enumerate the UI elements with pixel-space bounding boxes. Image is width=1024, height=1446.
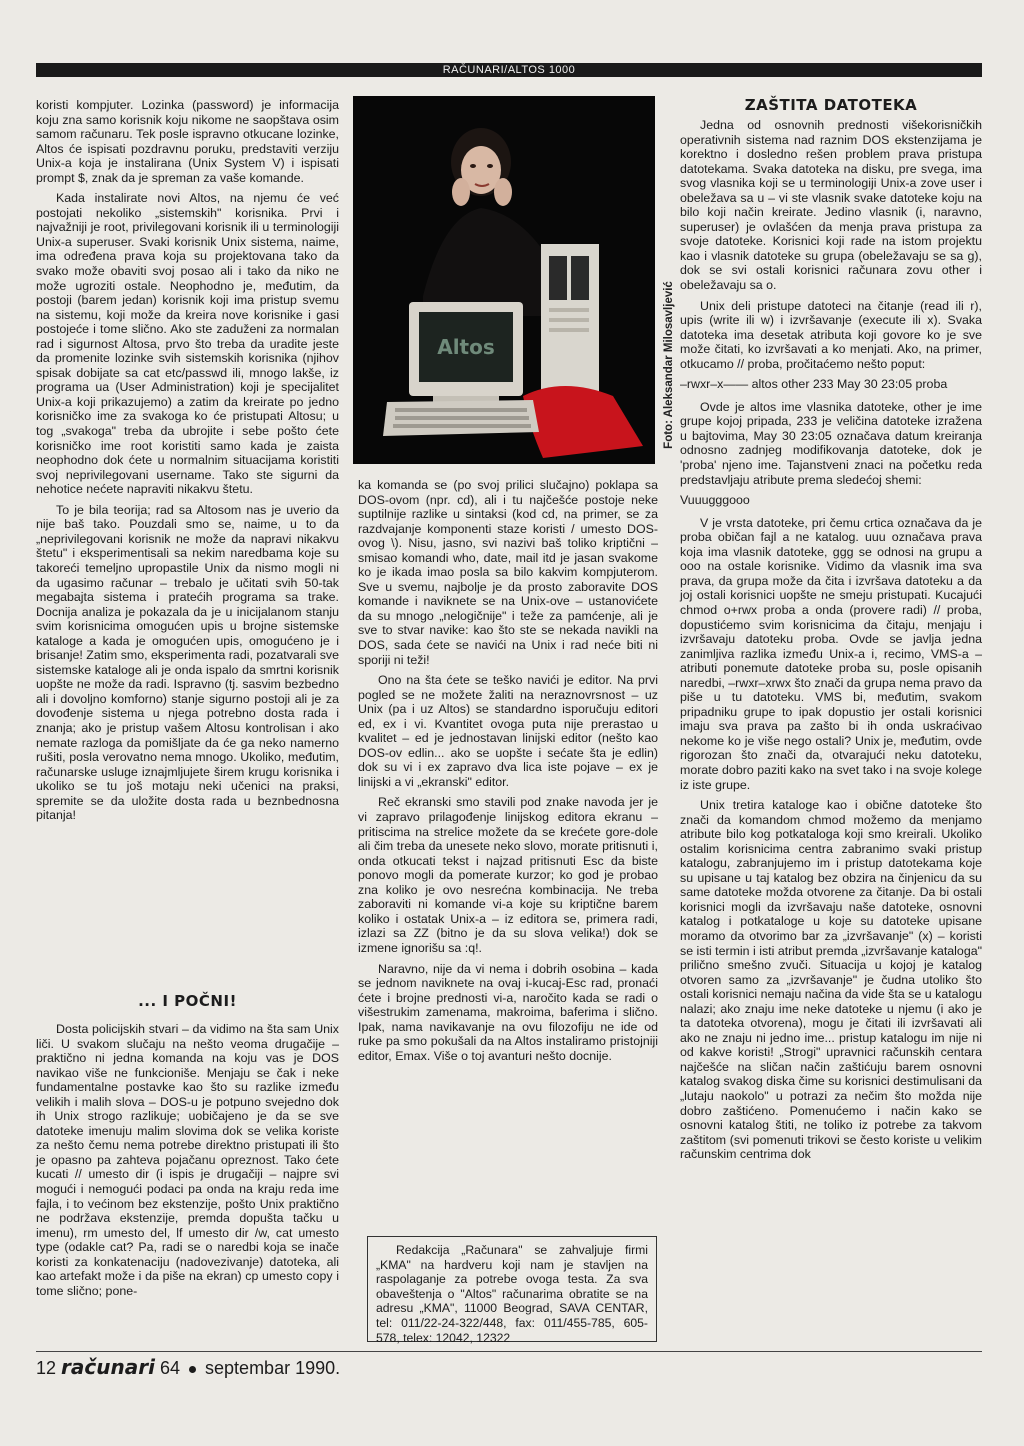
column-1 (36, 98, 339, 829)
paragraph: Unix tretira kataloge kao i obične datoteke što znači da komandom chmod možemo da menjamo atribute bilo kog potkataloga koji smo kreirali. Ukoliko ostalim korisnicima centra zabranimo svaki pristup katalogu, zabranjujemo im i pristup datotekama koje su upisane u taj katalog bez obzira na činjenicu da su same datoteke možda otvorene za čitanje. Da bi ostali korisnici mogli da izvršavaju naše datoteke, osnovni katalog i potkataloge u koje su datoteke upisane moramo da otvorimo bar za „izvršavanje" (x) – koristi se isti termin i isti atribut premda „izvršavanje kataloga" prilično smešno zvuči. Situacija u kojoj je katalog otvoren samo za „izvršavanje" je čudna utoliko što ostali korisnici nemaju načina da vide šta se u katalogu nalazi; ako znaju ime neke datoteke u njemu (i ako je ta datoteka otvorena), mogu je čitati ili izvršavati ali ako ne znaju ni jedno ime... pristup katalogu im nije ni od kakve koristi! „Strogi" upravnici računskih centara najčešće na sličan način zaštićuju barem osnovni katalog svakog diska čime su korisnici destimulisani da „lutaju naokolo" u potrazi za nečim što možda nije dobro zaštićeno. Pomenućemo i način kako se osnovni katalog štiti, ne toliko iz potrebe za takvom zaštitom (svi pomenuti trikovi se često koriste u velikim računskim centrima dok (680, 798, 982, 1162)
altos-computer-image (353, 96, 655, 464)
section-heading-zastita: ZAŠTITA DATOTEKA (744, 96, 918, 114)
paragraph: Ovde je altos ime vlasnika datoteke, other je ime grupe kojoj pripada, 233 je veličina datoteke izražena u bajtovima, May 30 23:05 označava datum kreiranja odnosno zadnjeg modifikovanja datoteke, dok je 'proba' njeno ime. Tajanstveni znaci na početku reda predstavljaju atribute prema sledećoj shemi: (680, 399, 982, 487)
issue-number: 64 (159, 1358, 180, 1378)
screen-logo-text: Altos (437, 335, 495, 359)
page-number: 12 (36, 1358, 57, 1378)
paragraph: Kada instalirate novi Altos, na njemu će već postojati nekoliko „sistemskih" korisnika. Prvi i najvažniji je root, privilegovani korisnik ili u terminologiji Unix-a superuser. Svaki korisnik Unix sistema, naime, ima određena prava koja su projektovana tako da svako može obaviti svoj posao ali i tako da niko ne može ugroziti ostale. Neophodno je, međutim, da postoji (barem jedan) korisnik koji ima pristup svemu na sistemu, koji može da kreira nove korisnike i gasi postojeće i tome slično. Ako ste zaduženi za normalan rad i sigurnost Altosa, prvo što treba da uradite jeste da promenite lozinke svih sistemskih korisnika (njihov spisak dobijate sa cat etc/passwd ili, mnogo lakše, iz programa ua (User Administration) koji je specijalitet Unix-a koji prikazujemo) a zatim da kreirate po jedno korisničko ime za svakoga ko će pristupati Altosu; u tog „svakoga" treba da ubrojite i sebe pošto ćete korisničko ime root koristiti samo kada je zaista neophodno dok ćete u normalnim situacijama koristiti svoj neprivilegovani username. Tako ste sigurni da nehotice nećete napraviti nikakvu štetu. (36, 191, 339, 497)
paragraph: Naravno, nije da vi nema i dobrih osobina – kada se jednom naviknete na ovaj i-kucaj-Esc rad, pronaći ćete i brojne prednosti vi-a, naročito kada se radi o višestrukim zamenama, makroima, baferima i slično. Ipak, nama navikavanje na ovu filozofiju ne ide od ruke pa smo pokušali da na Altos instaliramo pristojniji editor, Emax. Više o toj avanturi nešto docnije. (358, 961, 658, 1063)
paragraph: To je bila teorija; rad sa Altosom nas je uverio da nije baš tako. Pouzdali smo se, naime, u to da „neprivilegovani korisnik ne može da napravi nikakvu štetu" i eksperimentisali sa nekim naredbama koje su takoreći temeljno upropastile Unix da nismo mogli ni da ugasimo računar – trebalo je učitati svih 50-tak megabajta sistema i pratećih programa sa trake. Docnija analiza je pokazala da je u inicijalanom stanju svim korisnicima omogućen upis u brojne sistemske kataloge a kada je omogućen upis, omogućeno je i brisanje! Zatim smo, eksperimenta radi, pozatvarali sve sistemske kataloge ali je onda ispalo da smrtni korisnik uopšte ne može da radi. Ispravno (tj. sasvim bezbedno ali i dovoljno komforno) stanje sigurno postoji ali je za dovođenje sistema u njega potrebno dosta rada i znanja; ako je pristup vašem Altosu kontrolisan i ako nemate razloga da pomišljate da će ga neko namerno rušiti, posla verovatno nema mnogo. Ukoliko, međutim, računarske usluge iznajmljujete širem krugu korisnika i ukoliko se tu još motaju neki učenici na praksi, spremite se da uložite dosta rada u beznbednosna pitanja! (36, 502, 340, 823)
acknowledgement-text: Redakcija „Računara" se zahvaljuje firmi „KMA" na hardveru koji nam je stavljen na raspolaganje za potrebe ovoga testa. Za sva obaveštenja o "Altos" računarima obratite se na adresu „KMA", 11000 Beograd, SAVA CENTAR, tel: 011/22-24-322/448, fax: 011/455-785, 605-578, telex: 12042, 12322 (376, 1243, 648, 1345)
column-1-lower (36, 1022, 339, 1304)
footer-rule (36, 1351, 982, 1352)
column-2 (358, 478, 658, 1069)
photo-credit-text: Foto: Aleksandar Milosavljević (663, 281, 675, 449)
acknowledgement-box (367, 1236, 657, 1345)
paragraph: Unix deli pristupe datoteci na čitanje (read ili r), upis (write ili w) i izvršavanje (execute ili x). Svaka datoteka ima desetak atributa koji govore ko je sve može čitati, ko izvršavati a ko menjati. Ako, na primer, otkucamo // proba, pročitaćemo nešto poput: (680, 298, 982, 371)
section-heading-pocni: ... I POČNI! (138, 992, 237, 1010)
paragraph: V je vrsta datoteke, pri čemu crtica označava da je proba običan fajl a ne katalog. uuu označava prava koja ima vlasnik datoteke, ggg se odnosi na grupu a ooo na ostale korisnike. Vidimo da vlasnik ima sva prava, da grupa može da čita i izvršava datoteku a da joj ostali korisnici uopšte ne smeju pristupati. Kucajući chmod o+rwx proba a onda (provere radi) // proba, dopustićemo svim korisnicima da čitaju, menjaju i izvršavaju datoteku proba. Ovde se javlja jedna zanimljiva razlika između Unix-a i, recimo, VMS-a – atributi ponemute datoteke proba su, posle opisanih naredbi, –rwxr–xrwx što znači da grupa nema pravo da piše u tu datoteku. VMS bi, međutim, svakom pripadniku grupe to ipak dopustio jer ostali korisnici imaju sva prava pa zašto bi ih onda uskraćivao nekome ko je više nego ostali? Unix je, međutim, ovde rigorozan što znači da, otvarajući neku datoteku, morate dobro paziti kako na svet tako i na svoje kolege iz iste grupe. (680, 515, 982, 792)
magazine-logo: računari (61, 1355, 155, 1379)
photo-credit (658, 270, 680, 460)
bullet-icon (189, 1366, 196, 1373)
product-photo (353, 96, 655, 464)
paragraph: Reč ekranski smo stavili pod znake navoda jer je vi zapravo prilagođenje linijskog editora ekranu – pritiscima na strelice možete da se krećete gore-dole ali čim treba da unesete neko slovo, morate pritisnuti i, onda otkucati tekst i najzad pritisnuti Esc da biste ponovo mogli da pomerate kurzor; ko god je probao zna koliko je ovo nesrećna kombinacija. Ne treba zaboraviti ni komande vi-a koje su kriptične barem koliko i ostatak Unix-a – iz editora se, primera radi, izlazi sa ZZ (bitno je da su slova velika!) dok se izmene ignorišu sa :q!. (358, 795, 658, 955)
code-line: Vuuugggooo (680, 493, 750, 508)
paragraph: Jedna od osnovnih prednosti višekorisničkih operativnih sistema nad raznim DOS ekstenzijama je korektno i dosledno rešen problem prava pristupa datotekama. Svaka datoteka na disku, pre svega, ima svog vlasnika koji se u terminologiji Unix-a zove user i obeležava sa u – vi ste vlasnik svake datoteke koju na bilo koji način kreirate. Jedino vlasnik (i, naravno, superuser) je ovlašćen da menja prava pristupa za svoje datoteke. Korisnici koji rade na istom projektu kao i vlasnik datoteke su grupa (obeležavaju se sa g), dok se svi ostali korisnici računara zovu other i obeležavaju sa o. (680, 118, 982, 293)
issue-date: septembar 1990. (205, 1358, 341, 1378)
paragraph: Ono na šta ćete se teško navići je editor. Na prvi pogled se ne možete žaliti na neraznovrsnost – uz Unix (pa i uz Altos) se standardno isporučuju editori ed, ex i vi. Kvantitet ovoga puta nije prerastao u kvalitet – ed je jednostavan linijski editor (nešto kao DOS-ov edlin... ako se uopšte i sećate šta je edlin) dok su vi i ex zapravo dva lica iste pojave – ex je linijski a vi „ekranski" editor. (358, 673, 658, 789)
paragraph: ka komanda se (po svoj prilici slučajno) poklapa sa DOS-ovom (npr. cd), ali i tu najčešće postoje neke suptilnije razlike u sintaksi (kod cd, na primer, se za razdvajanje komponenti staze koristi / umesto DOS-ovog \). Nisu, jasno, svi nazivi baš toliko kriptični – smisao komandi who, date, mail itd je jasan svakome ko je ikada imao posla sa bilo kakvim kompjuterom. Sve u svemu, najbolje je da prosto zaboravite DOS komande i naviknete se na Unix-ove – ustanovićete da su mnogo „nelogičnije" i teže za pamćenje, ali je sve to stvar navike: kao što ste se nekada navikli na DOS, sada ćete se navići na Unix i rad neće biti ni sporiji ni teži! (358, 478, 658, 667)
running-header: RAČUNARI/ALTOS 1000 (36, 63, 982, 77)
paragraph: Dosta policijskih stvari – da vidimo na šta sam Unix liči. U svakom slučaju na nešto veoma drugačije – praktično ni jedna komanda na koju vas je DOS navikao više ne funkcioniše. Menjaju se čak i neke fundamentalne postavke kao što su razlike između velikih i malih slova – DOS-u je potpuno svejedno dok ih Unix strogo razlikuje; uobičajeno je da se sve datoteke imenuju malim slovima dok se velika koriste za nešto čemu nema potrebe direktno pristupati ili što je opasno pa zahteva pojačanu opreznost. Tako ćete kucati // umesto dir (i ispis je drugačiji – najpre svi mogući i nemogući podaci pa onda na kraju reda ime fajla, i to većinom bez ekstenzije, pošto Unix praktično ne podržava ekstenzije, premda dopušta tačku u imenu), rm umesto del, lf umesto dir /w, cat umesto type (odakle cat? Pa, radi se o naredbi koja se inače koristi za konkatenaciju (nadovezivanje) datoteka, ali kao artefakt može i da piše na ekran) cp umesto copy i tome slično; pone- (36, 1022, 339, 1298)
column-3 (680, 118, 982, 1168)
code-line: –rwxr–x—— altos other 233 May 30 23:05 proba (680, 377, 948, 392)
paragraph: koristi kompjuter. Lozinka (password) je informacija koju zna samo korisnik koju nikome ne saopštava osim samom računaru. Tek posle ispravno otkucane lozinke, Altos će ispisati pozdravnu poruku, predstaviti verziju Unix-a koja je instalirana (Unix System V) i ispisati prompt $, znak da je spreman za vaše komande. (36, 98, 339, 185)
page-footer (36, 1354, 340, 1380)
